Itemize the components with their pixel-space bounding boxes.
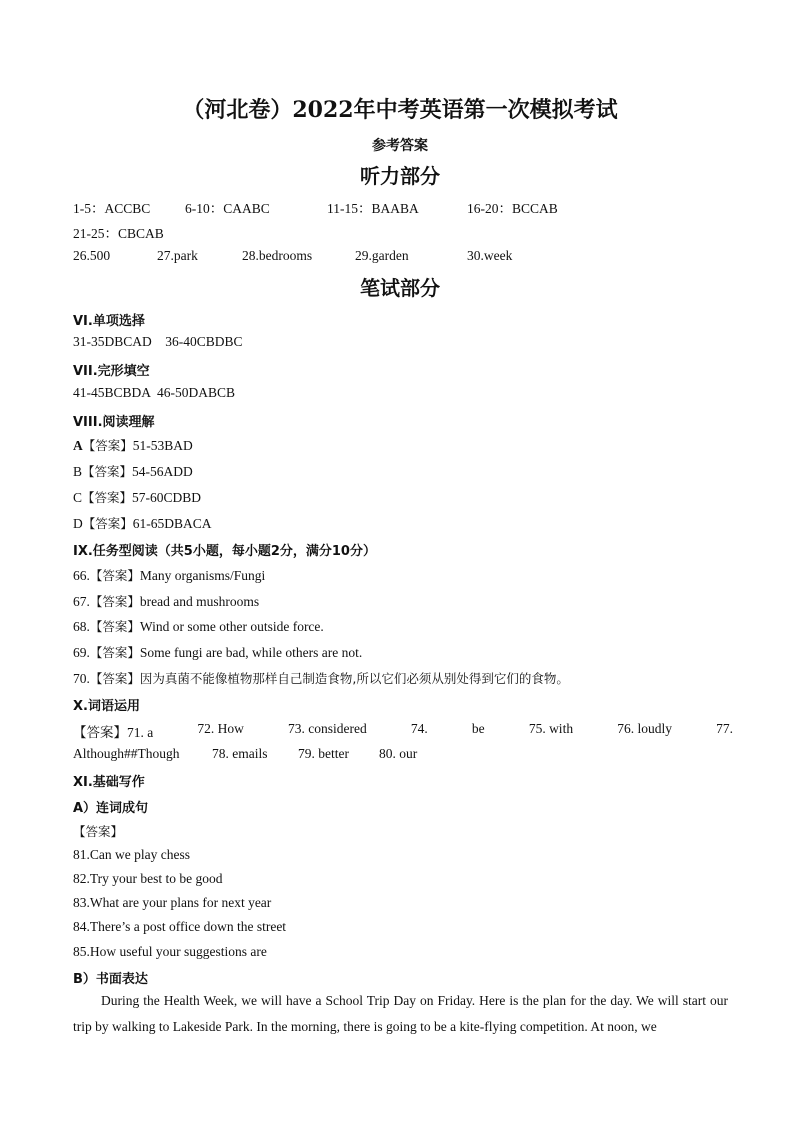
answer-value: Many organisms/Fungi <box>139 568 266 583</box>
answer-tag: 【答案】 <box>89 645 140 660</box>
reading-answer <box>73 488 201 506</box>
listening-answer: 29.garden <box>355 248 409 263</box>
section-answer: 31-35DBCAD 36-40CBDBC <box>73 334 243 349</box>
answer-value: 57-60CDBD <box>132 490 202 505</box>
task-answer <box>73 617 324 635</box>
word-answer: 73. considered <box>288 721 367 736</box>
answer-tag: 【答案】 <box>82 438 133 453</box>
task-answer <box>73 669 569 687</box>
listening-heading: 听力部分 <box>360 164 440 188</box>
subsection-title: B）书面表达 <box>73 972 148 987</box>
passage-label: B <box>73 464 83 479</box>
reading-answer <box>73 514 212 532</box>
word-answer: 72. How <box>197 721 244 736</box>
answer-value: 51-53BAD <box>132 438 193 453</box>
answer-tag: 【答案】 <box>89 619 140 634</box>
word-answer: Although##Though <box>73 746 180 761</box>
answer-tag: 【答案】 <box>82 464 133 479</box>
listening-answer: 27.park <box>157 248 198 263</box>
answer-value: Some fungi are bad, while others are not. <box>139 645 363 660</box>
section-title: VIII.阅读理解 <box>73 415 155 430</box>
answer-value: 61-65DBACA <box>132 516 212 531</box>
word-answer: be <box>471 721 485 736</box>
answer-value: bread and mushrooms <box>139 594 260 609</box>
page-title: （河北卷）2022年中考英语第一次模拟考试 <box>182 97 618 123</box>
page-subtitle: 参考答案 <box>372 138 428 154</box>
written-heading: 笔试部分 <box>360 276 440 300</box>
answer-value: Wind or some other outside force. <box>139 619 324 634</box>
sentence-answer: 81.Can we play chess <box>73 847 190 862</box>
passage-label: D <box>73 516 83 531</box>
passage-label: A <box>73 438 83 453</box>
answer-tag: 【答案】 <box>82 516 133 531</box>
answer-tag: 【答案】 <box>89 671 140 686</box>
sentence-answer: 83.What are your plans for next year <box>73 895 272 910</box>
answer-tag: 【答案】 <box>89 594 140 609</box>
word-answer: 74. <box>410 721 428 736</box>
task-answer <box>73 592 259 610</box>
passage-label: C <box>73 490 83 505</box>
reading-answer <box>73 436 193 454</box>
listening-answer: 11-15：BAABA <box>327 201 419 216</box>
section-title: IX.任务型阅读（共5小题，每小题2分，满分10分） <box>73 544 376 559</box>
sentence-answer: 84.There’s a post office down the street <box>73 919 287 934</box>
answer-tag: 【答案】 <box>89 568 140 583</box>
section-title: VII.完形填空 <box>73 364 150 379</box>
question-number: 68. <box>73 619 90 634</box>
word-answer: 80. our <box>379 746 418 761</box>
word-answer: 75. with <box>528 721 574 736</box>
word-answer: 【答案】71. a <box>73 725 154 740</box>
word-answer: 76. loudly <box>617 721 672 736</box>
task-answer <box>73 566 265 584</box>
word-answer: 79. better <box>298 746 349 761</box>
question-number: 70. <box>73 671 90 686</box>
listening-answer: 28.bedrooms <box>242 248 313 263</box>
answer-value: 因为真菌不能像植物那样自己制造食物,所以它们必须从别处得到它们的食物。 <box>139 671 569 686</box>
section-title: X.词语运用 <box>73 699 140 714</box>
subsection-title: A）连词成句 <box>73 801 149 816</box>
listening-answer: 30.week <box>467 248 513 263</box>
answer-value: 54-56ADD <box>132 464 193 479</box>
essay-paragraph: During the Health Week, we will have a School Trip Day on Friday. Here is the plan for the day. We will start our trip by walking to Lakeside Park. In the morning, there is going to be a kite-flying competition. At noon, we <box>73 993 728 1034</box>
listening-answer: 16-20：BCCAB <box>467 201 558 216</box>
listening-answer: 1-5：ACCBC <box>73 201 151 216</box>
question-number: 69. <box>73 645 90 660</box>
sentence-answer: 82.Try your best to be good <box>73 871 223 886</box>
sentence-answer: 85.How useful your suggestions are <box>73 944 267 959</box>
section-title: VI.单项选择 <box>73 314 145 329</box>
reading-answer <box>73 462 193 480</box>
word-answer: 77. <box>716 721 733 736</box>
word-use-answers <box>73 721 733 741</box>
word-answer: 78. emails <box>212 746 268 761</box>
section-answer: 41-45BCBDA 46-50DABCB <box>73 385 236 400</box>
question-number: 66. <box>73 568 90 583</box>
task-answer <box>73 643 362 661</box>
listening-answer: 21-25：CBCAB <box>73 226 164 241</box>
section-title: XI.基础写作 <box>73 775 145 790</box>
question-number: 67. <box>73 594 90 609</box>
answer-tag: 【答案】 <box>73 824 124 839</box>
answer-tag: 【答案】 <box>82 490 133 505</box>
listening-answer: 26.500 <box>73 248 111 263</box>
listening-answer: 6-10：CAABC <box>185 201 270 216</box>
